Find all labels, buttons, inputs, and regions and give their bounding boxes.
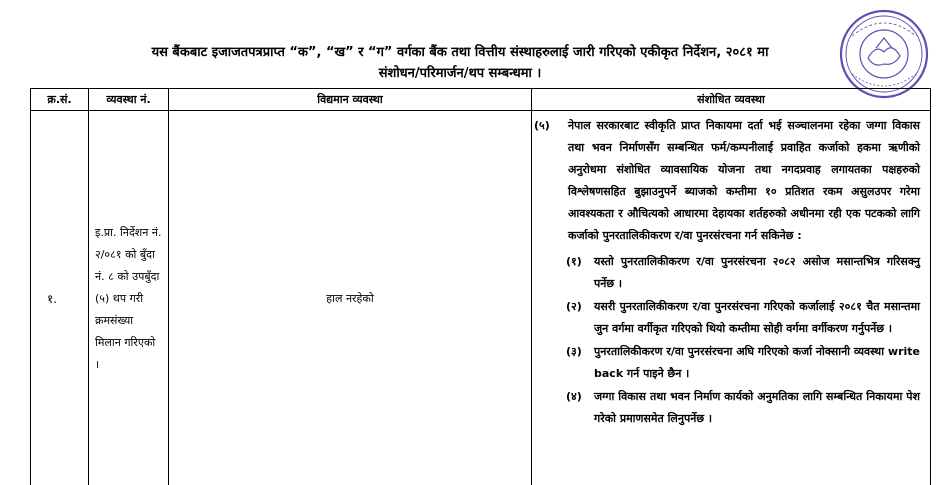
title-line-2: संशोधन/परिमार्जन/थप सम्बन्धमा । (378, 66, 542, 81)
revised-intro (532, 115, 920, 247)
item-text: यसरी पुनरतालिकीकरण र/वा पुनरसंरचना गरिएको कर्जालाई २०८१ चैत मसान्तमा जुन वर्गमा वर्गीकृत गरिएको थियो कम्तीमा सोही वर्गमा वर्गीकरण गर्नुपर्नेछ । (594, 300, 920, 335)
revised-provision-cell (532, 111, 931, 485)
directive-amendment-table (30, 88, 931, 485)
revised-intro-text: नेपाल सरकारबाट स्वीकृति प्राप्त निकायमा दर्ता भई सञ्चालनमा रहेका जग्गा विकास तथा भवन निर्माणसँग सम्बन्धित फर्म/कम्पनीलाई प्रवाहित कर्जाको हकमा ऋणीको अनुरोधमा संशोधित व्यावसायिक योजना तथा नगदप्रवाह लगायतका पक्षहरुको विश्लेषणसहित बुझाउनुपर्ने ब्याजको कम्तीमा १० प्रतिशत रकम असुलउपर गरेमा आवश्यकता र औचित्यको आधारमा देहायका शर्तहरुको अधीनमा रही एक पटकको लागि कर्जाको पुनरतालिकीकरण र/वा पुनरसंरचना गर्न सकिनेछ : (568, 119, 920, 242)
list-item (566, 251, 920, 295)
list-item (566, 386, 920, 430)
table-row (31, 111, 931, 485)
item-number: (३) (566, 345, 582, 358)
reference-cell: इ.प्रा. निर्देशन नं. २/०८१ को बुँदा नं. ८ को उपबुँदा (५) थप गरी क्रमसंख्या मिलान गरिएको । (89, 111, 169, 485)
list-item (566, 341, 920, 385)
condition-list (532, 251, 920, 430)
item-text: पुनरतालिकीकरण र/वा पुनरसंरचना अघि गरिएको कर्जा नोक्सानी व्यवस्था write back गर्न पाइने छैन । (594, 345, 920, 380)
serial-cell: १. (31, 111, 89, 485)
nrb-seal-logo (838, 8, 930, 100)
title-line-1: यस बैंकबाट इजाजतपत्रप्राप्त “क”, “ख” र “ग” वर्गका बैंक तथा वित्तीय संस्थाहरुलाई जारी गरिएको एकीकृत निर्देशन, २०८१ मा (151, 45, 769, 60)
header-revised-provision: संशोधित व्यवस्था (532, 89, 931, 111)
existing-provision-cell: हाल नरहेको (169, 111, 532, 485)
item-number: (१) (566, 255, 582, 268)
header-serial: क्र.सं. (31, 89, 89, 111)
item-number: (४) (566, 390, 582, 403)
revised-number: (५) (534, 119, 550, 132)
document-title (60, 42, 860, 84)
seal-icon (838, 8, 930, 100)
header-existing-provision: विद्यमान व्यवस्था (169, 89, 532, 111)
item-text: यस्तो पुनरतालिकीकरण र/वा पुनरसंरचना २०८२ असोज मसान्तभित्र गरिसक्नु पर्नेछ । (594, 255, 920, 290)
table-header-row (31, 89, 931, 111)
item-number: (२) (566, 300, 582, 313)
header-provision-no: व्यवस्था नं. (89, 89, 169, 111)
list-item (566, 296, 920, 340)
item-text: जग्गा विकास तथा भवन निर्माण कार्यको अनुमतिका लागि सम्बन्धित निकायमा पेश गरेको प्रमाणसमेत लिनुपर्नेछ । (594, 390, 920, 425)
